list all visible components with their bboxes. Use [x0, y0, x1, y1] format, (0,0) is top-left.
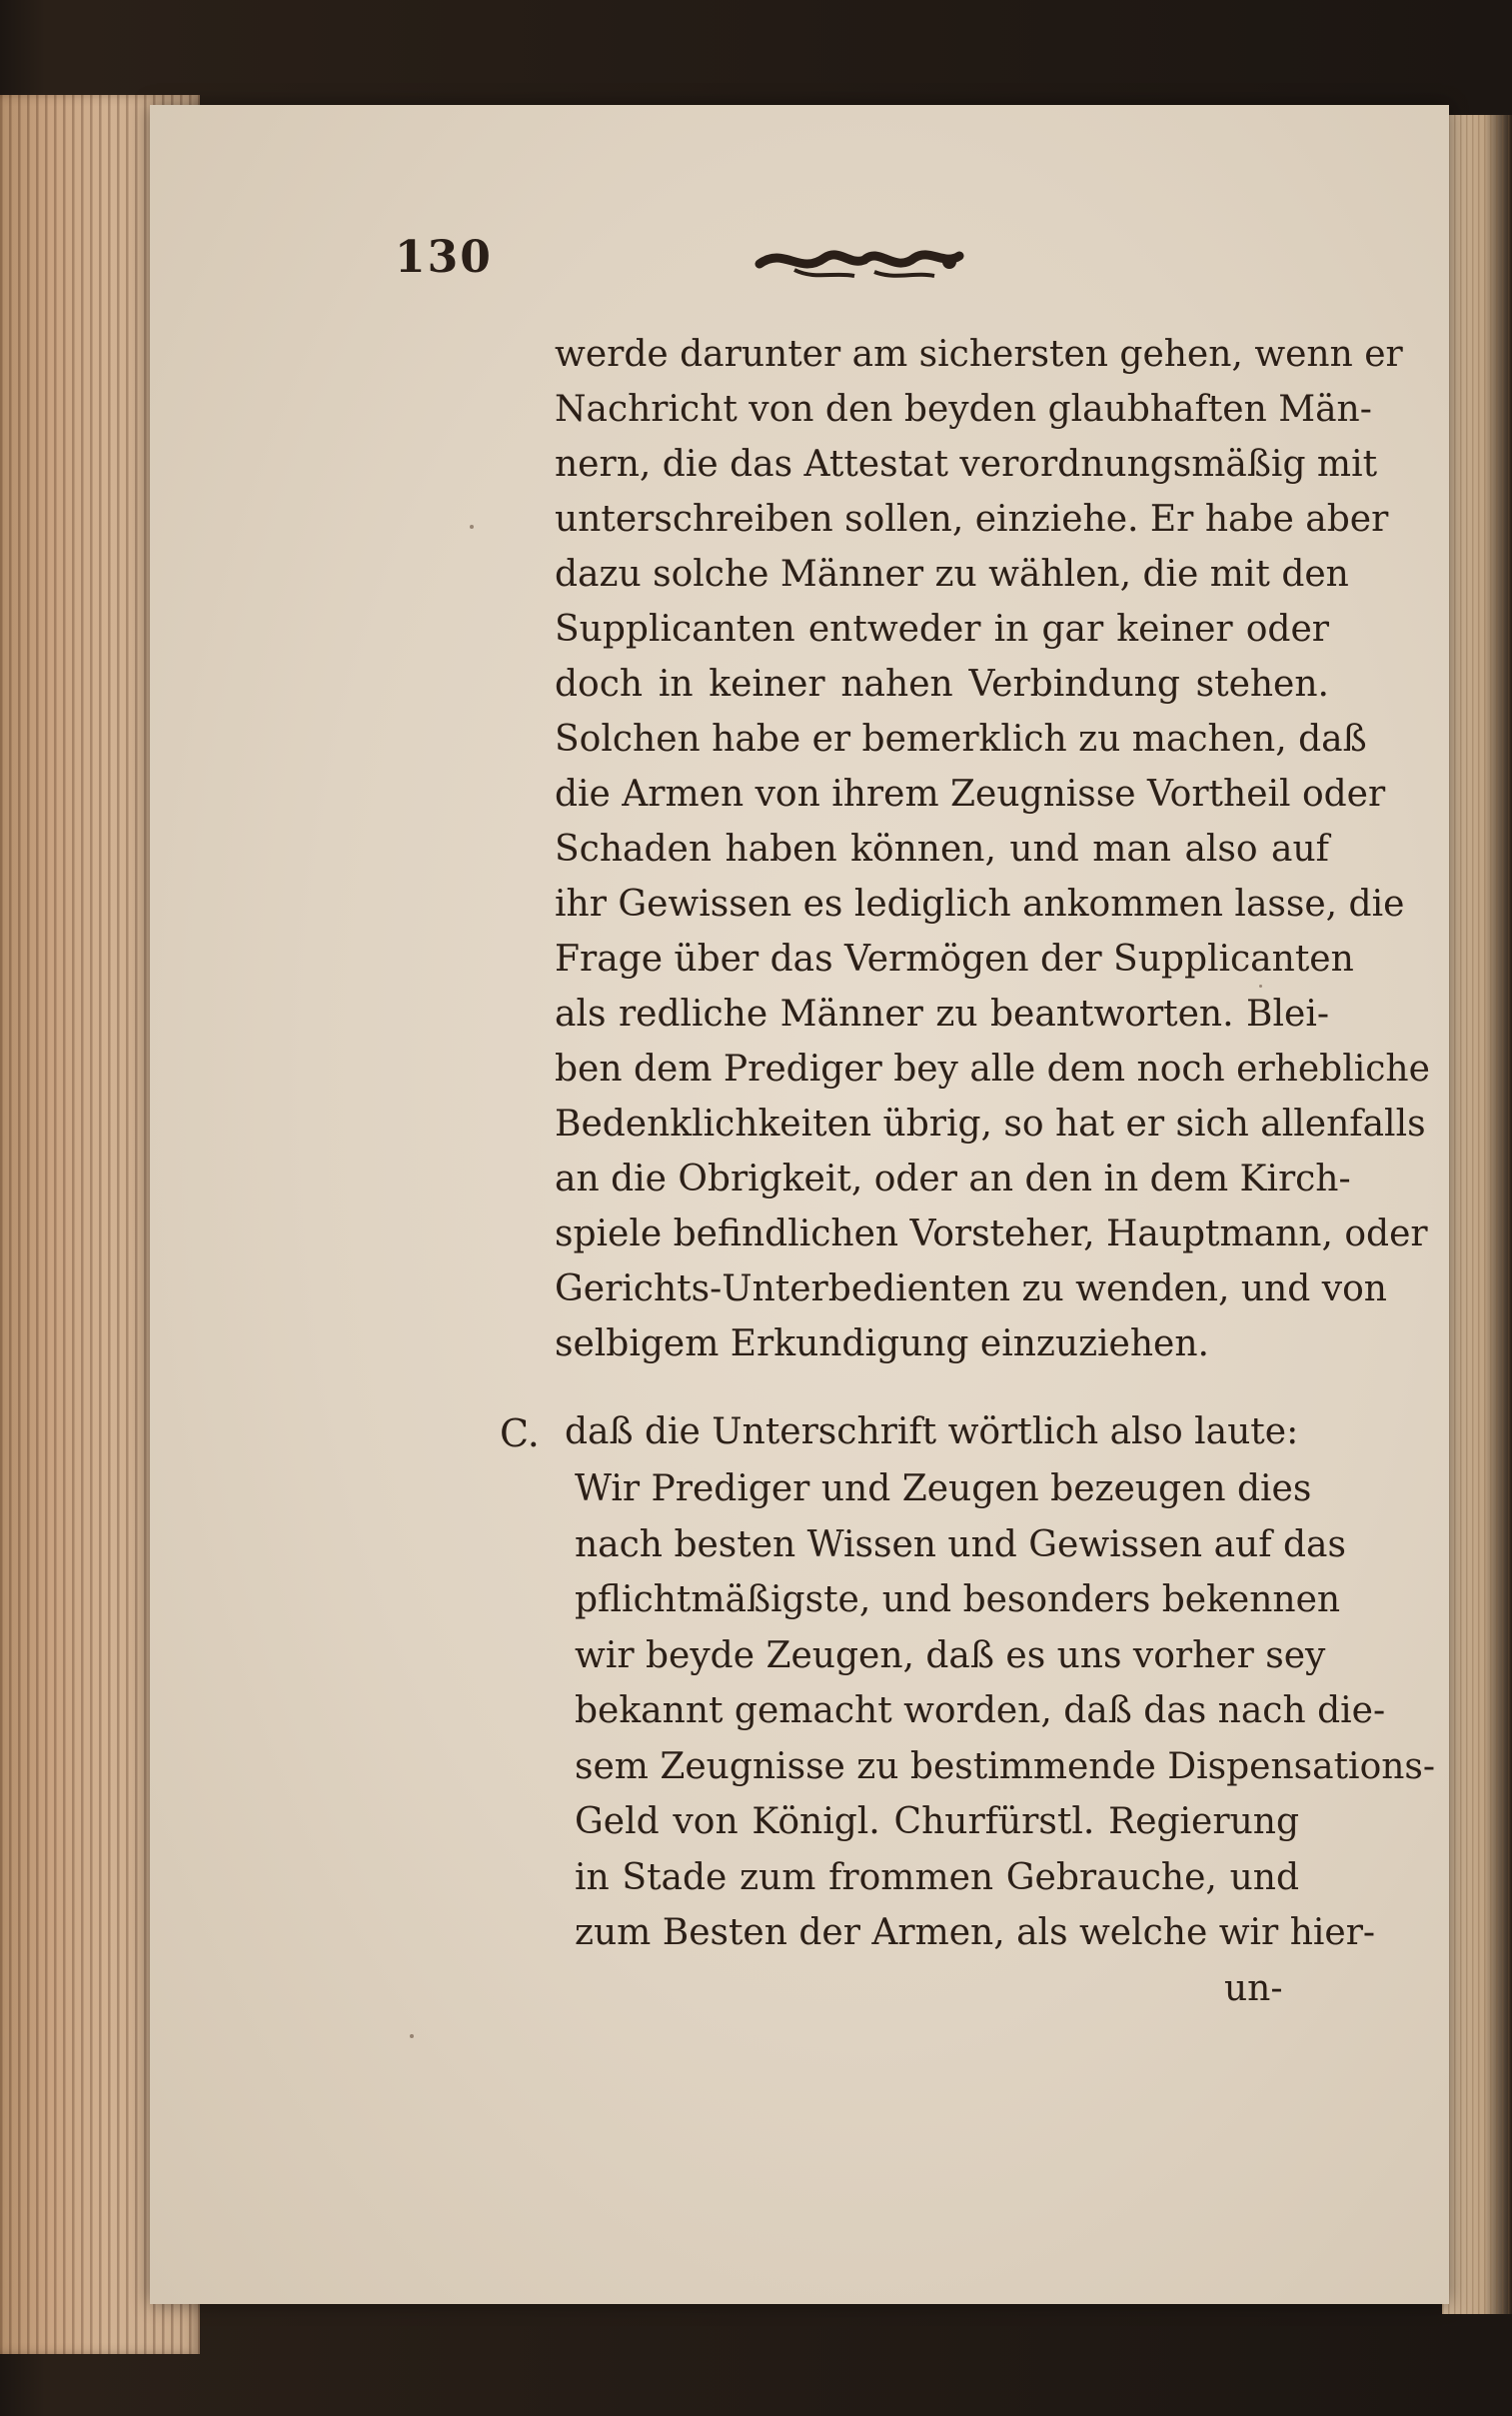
quote-line: Geld von Königl. Churfürstl. Regierung [575, 1801, 1299, 1842]
catchword: un- [1224, 1967, 1283, 2009]
quote-line: sem Zeugnisse zu bestimmende Dispensations- [575, 1745, 1436, 1787]
body-line: ben dem Prediger bey alle dem noch erhebliche [555, 1049, 1430, 1090]
page-header [395, 232, 1094, 292]
ornament-icon [755, 236, 964, 286]
paper-speck [470, 525, 474, 529]
body-line: dazu solche Männer zu wählen, die mit den [555, 554, 1349, 595]
book-page-edges-right [1442, 115, 1512, 2314]
body-line: spiele befindlichen Vorsteher, Hauptmann, oder [555, 1213, 1428, 1254]
body-line: Schaden haben können, und man also auf [555, 829, 1329, 870]
body-line: Solchen habe er bemerklich zu machen, daß [555, 719, 1367, 760]
paper-speck [1259, 985, 1262, 988]
body-line: Supplicanten entweder in gar keiner oder [555, 609, 1329, 650]
body-line: selbigem Erkundigung einzuziehen. [555, 1323, 1209, 1364]
paper-speck [410, 2034, 414, 2038]
quote-line: zum Besten der Armen, als welche wir hier- [575, 1912, 1376, 1953]
page-number: 130 [395, 232, 493, 283]
body-line: Gerichts-Unterbedienten zu wenden, und von [555, 1268, 1387, 1309]
section-marker: C. [500, 1411, 540, 1455]
body-line: Nachricht von den beyden glaubhaften Män- [555, 389, 1372, 430]
body-line: nern, die das Attestat verordnungsmäßig mit [555, 444, 1378, 485]
body-line: an die Obrigkeit, oder an den in dem Kirch- [555, 1159, 1351, 1200]
quote-line: in Stade zum frommen Gebrauche, und [575, 1856, 1299, 1898]
quote-line: pflichtmäßigste, und besonders bekennen [575, 1579, 1341, 1620]
body-line: werde darunter am sichersten gehen, wenn er [555, 334, 1403, 375]
body-line: ihr Gewissen es lediglich ankommen lasse, die [555, 884, 1405, 925]
body-line: unterschreiben sollen, einziehe. Er habe aber [555, 499, 1389, 540]
body-line: Frage über das Vermögen der Supplicanten [555, 939, 1354, 980]
body-line: Bedenklichkeiten übrig, so hat er sich allenfalls [555, 1104, 1426, 1145]
quote-line: Wir Prediger und Zeugen bezeugen dies [575, 1468, 1312, 1509]
quote-line: wir beyde Zeugen, daß es uns vorher sey [575, 1634, 1326, 1676]
body-line: doch in keiner nahen Verbindung stehen. [555, 664, 1329, 705]
body-line: die Armen von ihrem Zeugnisse Vortheil oder [555, 774, 1386, 815]
body-line: als redliche Männer zu beantworten. Blei- [555, 994, 1329, 1035]
quote-line: bekannt gemacht worden, daß das nach die- [575, 1690, 1386, 1731]
section-c-intro: daß die Unterschrift wörtlich also laute: [565, 1411, 1299, 1452]
quote-line: nach besten Wissen und Gewissen auf das [575, 1523, 1346, 1565]
